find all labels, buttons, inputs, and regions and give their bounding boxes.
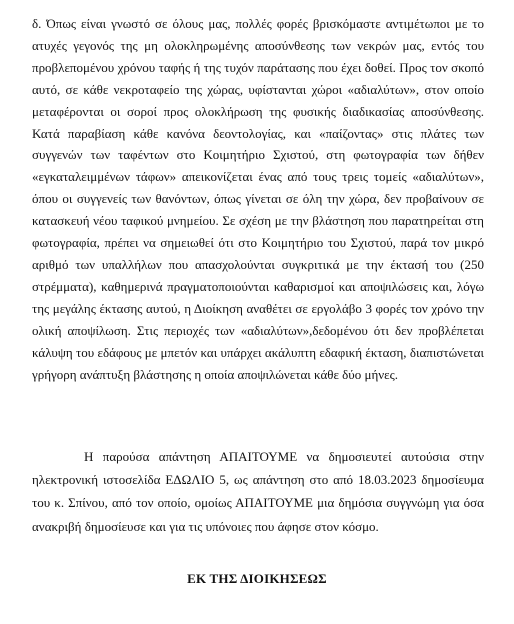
signature-line: ΕΚ ΤΗΣ ΔΙΟΙΚΗΣΕΩΣ — [187, 571, 327, 586]
paragraph-publication-demand-text: Η παρούσα απάντηση ΑΠΑΙΤΟΥΜΕ να δημοσιευτεί αυτούσια στην ηλεκτρονική ιστοσελίδα ΕΔΩΛΙΟ 5, ως απάντηση στο από 18.03.2023 δημοσίευμα του κ. Σπίνου, από τον οποίο, ομοίως ΑΠΑΙΤΟΥΜΕ μια δημόσια συγγνώμη για όσα ανακριβή δημοσίευσε και για τις υπόνοιες που άφησε στον κόσμο. — [32, 449, 484, 534]
paragraph-cemetery-decomposition: δ. Όπως είναι γνωστό σε όλους μας, πολλές φορές βρισκόμαστε αντιμέτωποι με το ατυχές γεγονός της μη ολοκληρωμένης αποσύνθεσης των νεκρών μας, εντός του προβλεπομένου χρόνου ταφής ή της τυχόν παράτασης που έχει δοθεί. Προς τον σκοπό αυτό, σε κάθε νεκροταφείο της χώρας, υφίστανται χώροι «αδιαλύτων», στον οποίο μεταφέρονται οι σοροί προς ολοκλήρωση της φυσικής διαδικασίας αποσύνθεσης. Κατά παραβίαση κάθε κανόνα δεοντολογίας, και «παίζοντας» στις πλάτες των συγγενών των ταφέντων στο Κοιμητήριο Σχιστού, στη φωτογραφία των δήθεν «εγκαταλειμμένων τάφων» απεικονίζεται ένας από τους τρεις τομείς «αδιαλύτων», όπου οι συγγενείς των θανόντων, όπως γίνεται σε όλη την χώρα, δεν προβαίνουν σε κατασκευή νέου ταφικού μνημείου. Σε σχέση με την βλάστηση που παρατηρείται στη φωτογραφία, πρέπει να σημειωθεί ότι στο Κοιμητήριο του Σχιστού, παρά τον μικρό αριθμό των υπαλλήλων που απασχολούνται συγκριτικά με την έκτασή του (250 στρέμματα), καθημερινά πραγματοποιούνται καθαρισμοί και αποψιλώσεις και, λόγω της μεγάλης έκτασης αυτού, η Διοίκηση αναθέτει σε εργολάβο 3 φορές τον χρόνο την ολική αποψίλωση. Στις περιοχές των «αδιαλύτων»,δεδομένου ότι δεν προβλέπεται κάλυψη του εδάφους με μπετόν και υπάρχει ακάλυπτη εδαφική έκταση, διαπιστώνεται γρήγορη ανάπτυξη βλάστησης η οποία αποψιλώνεται κάθε δύο μήνες. — [32, 16, 484, 382]
paragraph-publication-demand — [32, 445, 484, 538]
